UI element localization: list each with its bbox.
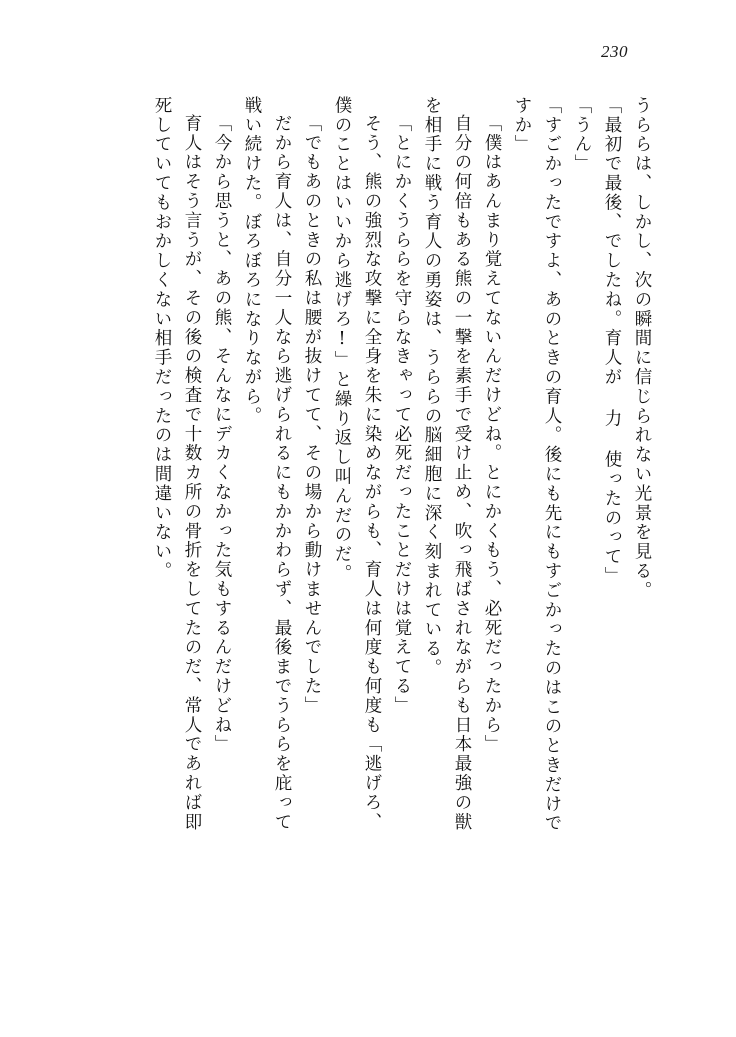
text-column: そう、熊の強烈な攻撃に全身を朱に染めながらも、育人は何度も何度も「逃げろ、 [362, 114, 382, 832]
text-column: 「すごかったですよ、あのときの育人。後にも先にもすごかったのはこのときだけで [542, 96, 562, 834]
text-column: 「でもあのときの私は腰が抜けてて、その場から動けませんでした」 [302, 114, 322, 716]
text-column: 「うん」 [572, 96, 592, 174]
text-column: 戦い続けた。ぼろぼろになりながら。 [242, 96, 262, 426]
text-column: 「最初で最後、でしたね。育人が 力 使ったのって」 [602, 96, 622, 586]
text-column: すか」 [512, 96, 532, 155]
page-number: 230 [601, 42, 628, 61]
text-column: 「僕はあんまり覚えてないんだけどね。とにかくもう、必死だったから」 [482, 114, 502, 755]
text-column: を相手に戦う育人の勇姿は、うららの脳細胞に深く刻まれている。 [422, 96, 442, 678]
text-column: 「とにかくうららを守らなきゃって必死だったことだけは覚えてる」 [392, 114, 412, 716]
text-column: うららは、しかし、次の瞬間に信じられない光景を見る。 [632, 96, 652, 601]
vertical-text-block [86, 96, 650, 956]
text-column: 死していてもおかしくない相手だったのは間違いない。 [152, 96, 172, 581]
text-column: 「今から思うと、あの熊、そんなにデカくなかった気もするんだけどね」 [212, 114, 232, 755]
text-column: 自分の何倍もある熊の一撃を素手で受け止め、吹っ飛ばされながらも日本最強の獣 [452, 114, 472, 832]
text-column: だから育人は、自分一人なら逃げられるにもかかわらず、最後までうららを庇って [272, 114, 292, 832]
text-column: 育人はそう言うが、その後の検査で十数カ所の骨折をしてたのだ、常人であれば即 [182, 114, 202, 832]
text-column: 僕のことはいいから逃げろ!」と繰り返し叫んだのだ。 [332, 96, 352, 584]
